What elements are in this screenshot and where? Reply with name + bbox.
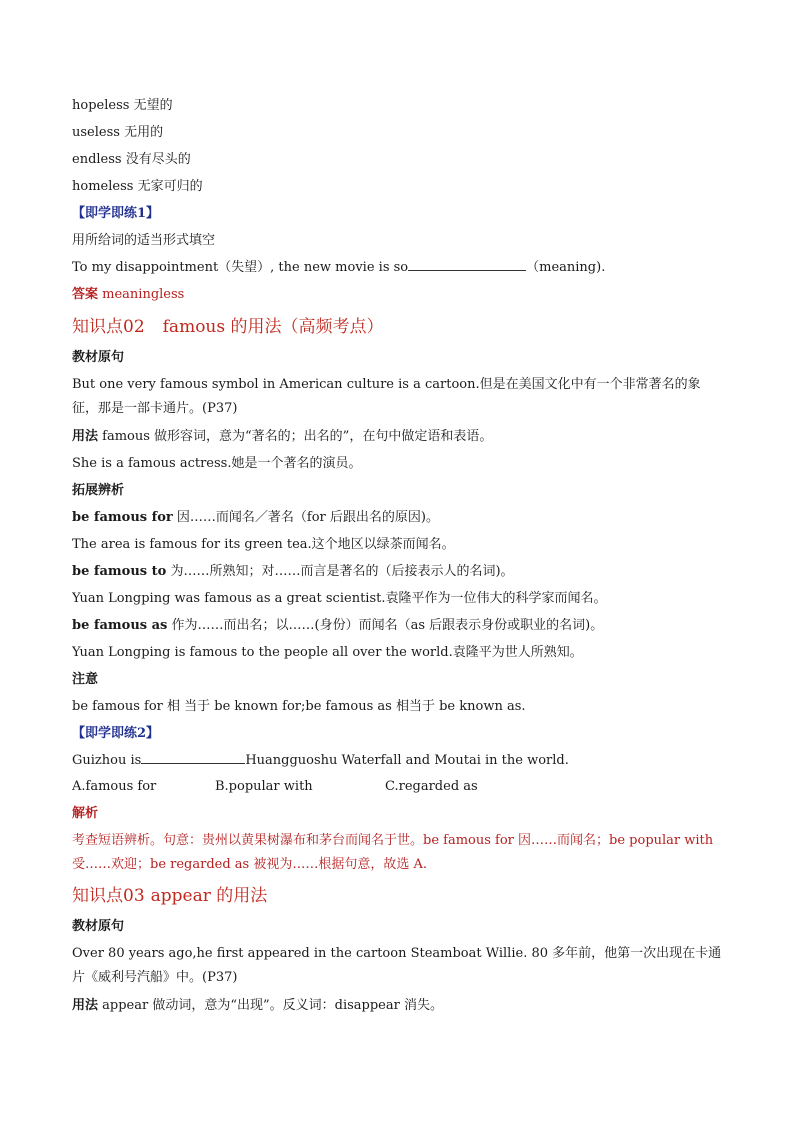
- vocab-meaning: 无家可归的: [137, 179, 203, 194]
- question-text-after: Huangguoshu Waterfall and Moutai in the world.: [245, 753, 569, 768]
- extension-item: [72, 612, 724, 639]
- question-text-before: To my disappointment（失望）, the new movie is so: [72, 260, 409, 275]
- section-number: 知识点02: [72, 317, 145, 337]
- analysis-label: 解析: [72, 806, 99, 821]
- vocab-item: [72, 92, 724, 119]
- practice-question: [72, 747, 724, 774]
- extension-item: [72, 558, 724, 585]
- source-text: Over 80 years ago,he first appeared in the cartoon Steamboat Willie. 80 多年前，他第一次出现在卡通片《威利号汽船》中。(P37): [72, 946, 722, 985]
- analysis-text: 考查短语辨析。句意：贵州以黄果树瀑布和茅台而闻名于世。be famous for 因……而闻名；be popular with 受……欢迎；be regarded as 被视为……根据句意，故选 A.: [72, 833, 714, 872]
- practice-label: 【即学即练2】: [72, 726, 160, 741]
- extension-example: Yuan Longping was famous as a great scientist.袁隆平作为一位伟大的科学家而闻名。: [72, 591, 607, 606]
- usage-line: [72, 423, 724, 450]
- extension-desc: 为……所熟知；对……而言是著名的（后接表示人的名词)。: [166, 564, 514, 579]
- practice-label: 【即学即练1】: [72, 206, 160, 221]
- practice-instruction: 用所给词的适当形式填空: [72, 233, 216, 248]
- vocab-list: [72, 92, 724, 200]
- usage-text: appear 做动词，意为“出现”。反义词：disappear 消失。: [98, 998, 443, 1013]
- usage-example: She is a famous actress.她是一个著名的演员。: [72, 456, 362, 471]
- section-heading: [72, 310, 724, 344]
- extension-term: be famous as: [72, 618, 168, 633]
- vocab-item: [72, 119, 724, 146]
- answer-options: [72, 774, 724, 800]
- vocab-item: [72, 173, 724, 200]
- extension-desc: 因……而闻名／著名（for 后跟出名的原因)。: [172, 510, 439, 525]
- option-b: B.popular with: [215, 779, 313, 794]
- vocab-word: endless: [72, 152, 122, 167]
- extension-example: Yuan Longping is famous to the people all over the world.袁隆平为世人所熟知。: [72, 645, 583, 660]
- question-text-before: Guizhou is: [72, 753, 142, 768]
- vocab-meaning: 无望的: [133, 98, 173, 113]
- section-title: famous 的用法（高频考点）: [162, 317, 384, 337]
- document-page: [72, 92, 724, 1019]
- extension-term: be famous for: [72, 510, 173, 525]
- usage-line: [72, 992, 724, 1019]
- vocab-meaning: 无用的: [124, 125, 164, 140]
- extension-item: [72, 504, 724, 531]
- section-heading: [72, 879, 724, 913]
- extension-label: 拓展辨析: [72, 483, 125, 498]
- practice-question: [72, 254, 724, 281]
- extension-example: The area is famous for its green tea.这个地区以绿茶而闻名。: [72, 537, 455, 552]
- usage-text: famous 做形容词，意为“著名的；出名的”，在句中做定语和表语。: [98, 429, 493, 444]
- answer-label: 答案: [72, 287, 99, 302]
- vocab-word: homeless: [72, 179, 134, 194]
- answer-blank: [408, 256, 526, 271]
- question-text-after: （meaning).: [526, 260, 606, 275]
- answer-blank: [141, 749, 245, 764]
- vocab-word: useless: [72, 125, 120, 140]
- source-text: But one very famous symbol in American culture is a cartoon.但是在美国文化中有一个非常著名的象征，那是一部卡通片。(P37): [72, 377, 701, 416]
- vocab-meaning: 没有尽头的: [125, 152, 191, 167]
- section-number: 知识点03: [72, 886, 145, 906]
- usage-label: 用法: [72, 429, 99, 444]
- usage-label: 用法: [72, 998, 99, 1013]
- answer-line: [72, 281, 724, 308]
- vocab-word: hopeless: [72, 98, 130, 113]
- note-text: be famous for 相 当于 be known for;be famous as 相当于 be known as.: [72, 699, 526, 714]
- answer-text: meaningless: [98, 287, 185, 302]
- section-title: appear 的用法: [150, 886, 268, 906]
- extension-desc: 作为……而出名；以……(身份）而闻名（as 后跟表示身份或职业的名词)。: [167, 618, 604, 633]
- note-label: 注意: [72, 672, 99, 687]
- source-label: 教材原句: [72, 350, 125, 365]
- option-a: A.famous for: [72, 779, 157, 794]
- option-c: C.regarded as: [385, 779, 478, 794]
- extension-term: be famous to: [72, 564, 167, 579]
- source-label: 教材原句: [72, 919, 125, 934]
- vocab-item: [72, 146, 724, 173]
